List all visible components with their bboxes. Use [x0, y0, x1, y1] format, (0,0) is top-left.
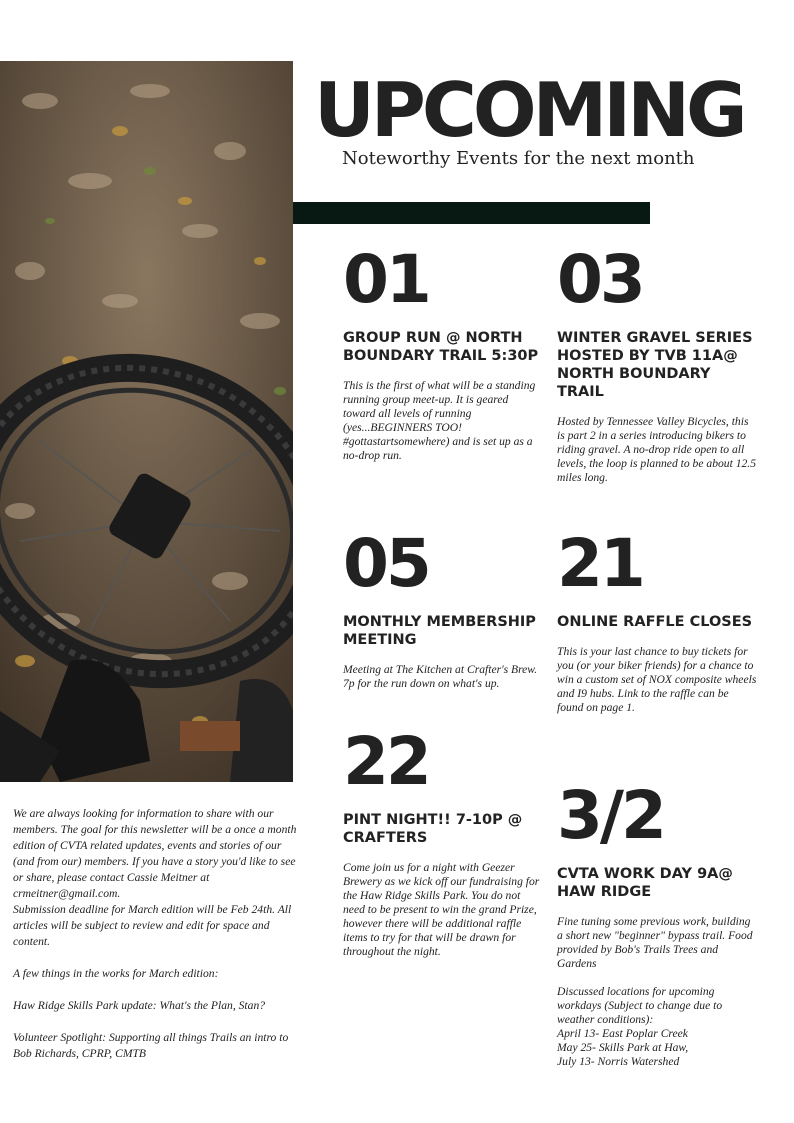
event-date: 01	[343, 241, 429, 318]
event-headline: CVTA WORK DAY 9A@ HAW RIDGE	[557, 866, 733, 900]
event-item	[557, 777, 757, 1069]
bike-photo	[0, 61, 293, 782]
event-headline: MONTHLY MEMBERSHIP MEETING	[343, 614, 536, 648]
event-description: Fine tuning some previous work, building a short new "beginner" bypass trail. Food provided by Bob's Trails Trees and Gardens Discussed locations for upcoming workdays (Subject to change due to weather conditions): April 13- East Poplar Creek May 25- Skills Park at Haw, July 13- Norris Watershed	[557, 915, 753, 1068]
event-headline: GROUP RUN @ NORTH BOUNDARY TRAIL 5:30P	[343, 330, 539, 364]
mountain-bike-wheel-photo	[0, 61, 293, 782]
event-description: This is the first of what will be a standing running group meet-up. It is geared toward all levels of running (yes...BEGINNERS TOO! #gottastartsomewhere) and is set up as a no-drop run.	[343, 379, 536, 462]
event-item	[343, 723, 543, 959]
event-headline: ONLINE RAFFLE CLOSES	[557, 614, 753, 630]
event-item	[557, 525, 757, 715]
event-item	[557, 241, 757, 485]
newsletter-info-text: We are always looking for information to share with our members. The goal for this newsletter will be a once a month edition of CVTA related updates, events and stories of our (and from our) members. If you have a story you'd like to see or share, please contact Cassie Meitner at crmeitner@gmail.com. Submission deadline for March edition will be Feb 24th. All articles will be subject to review and edit for space and content. A few things in the works for March edition: Haw Ridge Skills Park update: What's the Plan, Stan? Volunteer Spotlight: Supporting all things Trails an intro to Bob Richards, CPRP, CMTB	[13, 807, 297, 1060]
page-subtitle: Noteworthy Events for the next month	[342, 148, 695, 169]
event-date: 03	[557, 241, 643, 318]
event-date: 05	[343, 525, 429, 602]
event-date: 3/2	[557, 777, 664, 854]
divider-bar	[293, 202, 650, 224]
event-date: 22	[343, 723, 429, 800]
event-description: Hosted by Tennessee Valley Bicycles, this is part 2 in a series introducing bikers to riding gravel. A no-drop ride open to all levels, the loop is planned to be about 12.5 miles long.	[557, 415, 756, 484]
event-item	[343, 525, 543, 691]
event-date: 21	[557, 525, 643, 602]
page-title: UPCOMING	[314, 66, 744, 154]
event-item	[343, 241, 543, 463]
event-headline: PINT NIGHT!! 7-10P @ CRAFTERS	[343, 812, 523, 846]
event-headline: WINTER GRAVEL SERIES HOSTED BY TVB 11A@ NORTH BOUNDARY TRAIL	[557, 330, 753, 400]
event-description: Meeting at The Kitchen at Crafter's Brew. 7p for the run down on what's up.	[343, 663, 538, 690]
event-description: Come join us for a night with Geezer Brewery as we kick off our fundraising for the Haw Ridge Skills Park. You do not need to be present to win the grand Prize, however there will be additional raffle items to try for that will be drawn for throughout the night.	[343, 861, 540, 958]
event-description: This is your last chance to buy tickets for you (or your biker friends) for a chance to win a custom set of NOX composite wheels and I9 hubs. Link to the raffle can be found on page 1.	[557, 645, 757, 714]
